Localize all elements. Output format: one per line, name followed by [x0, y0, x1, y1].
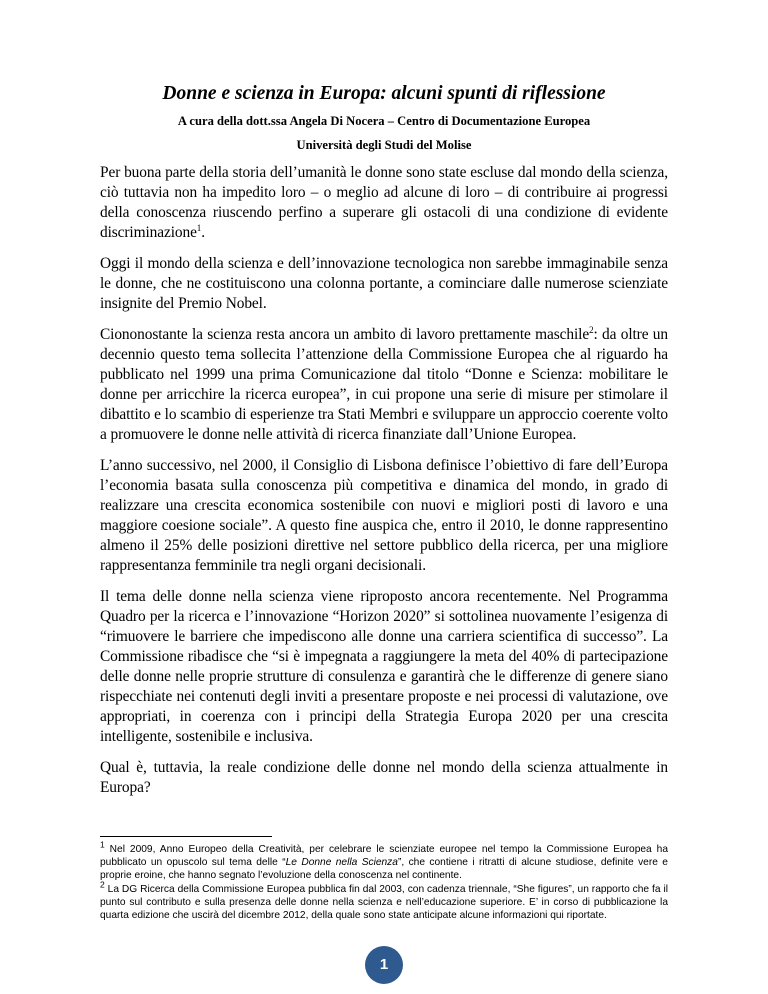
paragraph-6: Qual è, tuttavia, la reale condizione delle donne nel mondo della scienza attualmente in Europa? [100, 759, 668, 796]
document-body [100, 163, 668, 809]
footnote-2-text: La DG Ricerca della Commissione Europea pubblica fin dal 2003, con cadenza triennale, “She figures”, un rapporto che fa il punto sul contributo e sulla presenza delle donne nella scienza e nell’educazione superiore. E’ in corso di pubblicazione la quarta edizione che uscirà del dicembre 2012, della quale sono state anticipate alcune informazioni qui riportate. [100, 883, 668, 922]
paragraph-5: Il tema delle donne nella scienza viene riproposto ancora recentemente. Nel Programma Quadro per la ricerca e l’innovazione “Horizon 2020” si sottolinea nuovamente l’esigenza di “rimuovere le barriere che impediscono alle donne una carriera scientifica di successo”. La Commissione ribadisce che “si è impegnata a raggiungere la meta del 40% di partecipazione delle donne nelle proprie strutture di consulenza e garantirà che le differenze di genere siano rispecchiate nei contenuti degli inviti a presentare proposte e nei processi di valutazione, ove appropriati, in coerenza con i principi della Strategia Europa 2020 per una crescita intelligente, sostenibile e inclusiva. [100, 588, 668, 745]
footnote-separator [100, 836, 272, 837]
paragraph-3-start: Ciononostante la scienza resta ancora un ambito di lavoro prettamente maschile [100, 326, 590, 343]
paragraph-1 [100, 163, 668, 243]
page-number-badge: 1 [365, 946, 403, 984]
paragraph-4: L’anno successivo, nel 2000, il Consiglio di Lisbona definisce l’obiettivo di fare dell’Europa l’economia basata sulla conoscenza più competitiva e dinamica del mondo, in grado di realizzare una crescita economica sostenibile con nuovi e migliori posti di lavoro e una maggiore coesione sociale”. A questo fine auspica che, entro il 2010, le donne rappresentino almeno il 25% delle posizioni direttive nel settore pubblico della ricerca, per una migliore rappresentanza femminile tra negli organi decisionali. [100, 457, 668, 574]
footnote-1-marker: 1 [100, 839, 105, 850]
footnote-1-text-end: ”, che contiene i ritratti di alcune studiose, definite vere e proprie eroine, che hanno segnato l’evoluzione della conoscenza nel continente. [100, 857, 668, 882]
paragraph-3 [100, 325, 668, 445]
document-title: Donne e scienza in Europa: alcuni spunti di riflessione [162, 83, 606, 104]
footnote-2 [100, 879, 668, 923]
paragraph-1-end: . [201, 224, 205, 241]
paragraph-2: Oggi il mondo della scienza e dell’innovazione tecnologica non sarebbe immaginabile senza le donne, che ne costituiscono una colonna portante, a cominciare dalle numerose scienziate insignite del Premio Nobel. [100, 255, 668, 312]
footnote-ref-1: 1 [196, 222, 202, 233]
paragraph-1-text: Per buona parte della storia dell’umanità le donne sono state escluse dal mondo della scienza, ciò tuttavia non ha impedito loro – o meglio ad alcune di loro – di contribuire ai progressi della conoscenza riuscendo perfino a superare gli ostacoli di una condizione di evidente discriminazione [100, 164, 668, 241]
footnote-2-marker: 2 [100, 879, 105, 890]
footnote-ref-2: 2 [589, 324, 594, 335]
footnotes [100, 839, 668, 922]
author-line: A cura della dott.ssa Angela Di Nocera – Centro di Documentazione Europea [177, 114, 591, 128]
footnote-1 [100, 839, 668, 883]
institution-line: Università degli Studi del Molise [296, 138, 472, 152]
paragraph-3-rest: : da oltre un decennio questo tema sollecita l’attenzione della Commissione Europea che al riguardo ha pubblicato nel 1999 una prima Comunicazione dal titolo “Donne e Scienza: mobilitare le donne per arricchire la ricerca europea”, in cui propone una serie di misure per stimolare il dibattito e lo scambio di esperienze tra Stati Membri e sviluppare un approccio coerente volto a promuovere le donne nelle attività di ricerca finanziate dall’Unione Europea. [100, 326, 668, 443]
footnote-1-italic-title: Le Donne nella Scienza [285, 857, 398, 869]
footnote-1-text-start: Nel 2009, Anno Europeo della Creatività, per celebrare le scienziate europee nel tempo la Commissione Europea ha pubblicato un opuscolo sul tema delle “ [100, 844, 668, 869]
